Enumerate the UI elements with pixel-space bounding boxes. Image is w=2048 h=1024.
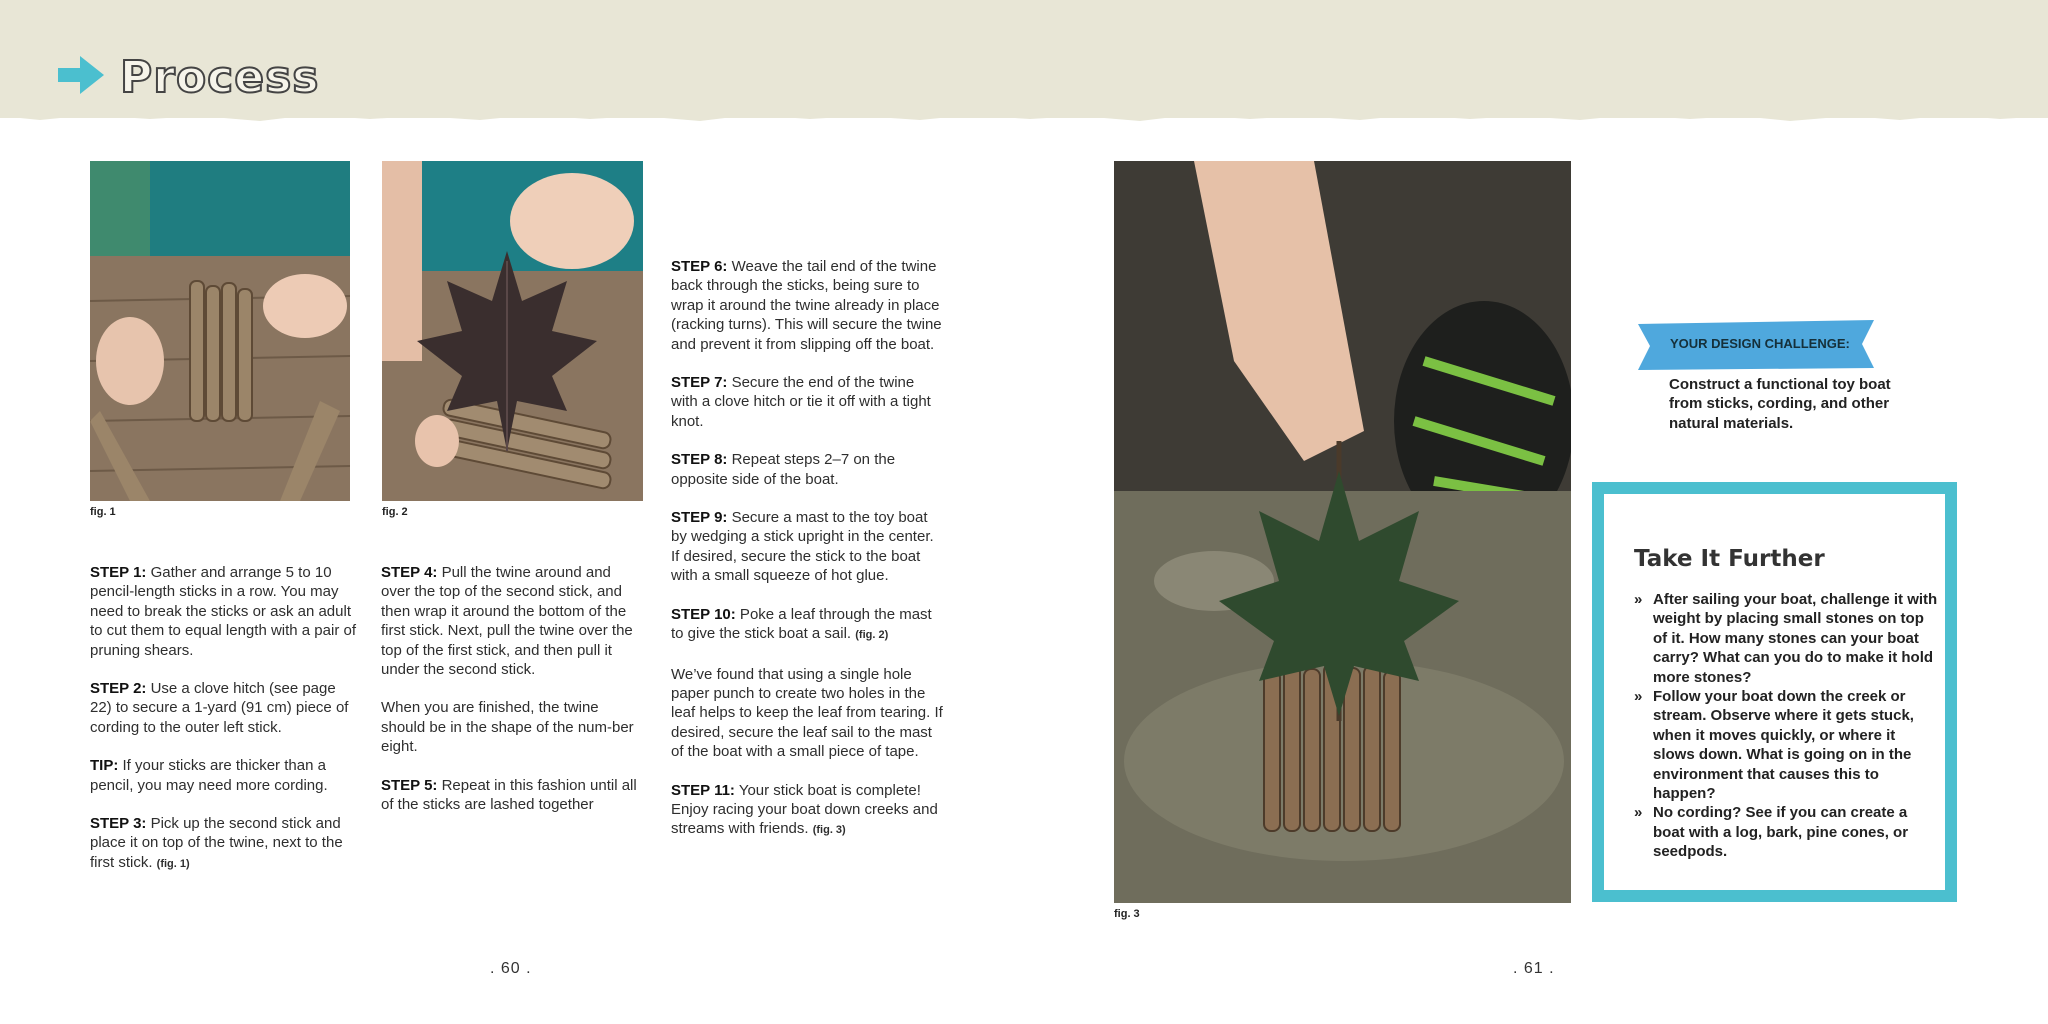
caption-fig-3: fig. 3 — [1114, 908, 1140, 920]
step-2: STEP 2: Use a clove hitch (see page 22) to secure a 1-yard (91 cm) piece of cording to the outer left stick. — [90, 680, 349, 736]
bullet-icon: » — [1634, 688, 1643, 706]
list-item: » Follow your boat down the creek or stream. Observe where it gets stuck, when it moves quickly, or where it slows down. What is going on in the environment that causes this to happen? — [1634, 688, 1914, 803]
step-1: STEP 1: Gather and arrange 5 to 10 pencil-length sticks in a row. You may need to break the sticks or ask an adult to cut them to equal length with a pair of pruning shears. — [90, 564, 356, 659]
caption-fig-1: fig. 1 — [90, 506, 116, 518]
page-title: Process — [120, 52, 320, 103]
text-column-2 — [381, 563, 643, 833]
photo-fig-2 — [382, 161, 643, 501]
step-10: STEP 10: Poke a leaf through the mast to give the stick boat a sail. (fig. 2) — [671, 605, 932, 643]
hole-punch-note: We’ve found that using a single hole paper punch to create two holes in the leaf helps to keep the leaf from tearing. If desired, secure the leaf sail to the mast of the boat with a small piece of tape. — [671, 665, 943, 761]
step-7: STEP 7: Secure the end of the twine with a clove hitch or tie it off with a tight knot. — [671, 374, 931, 430]
step-4: STEP 4: Pull the twine around and over the top of the second stick, and then wrap it around the bottom of the first stick. Next, pull the twine over the top of the first stick, and then pull it under the second stick. — [381, 564, 633, 679]
step-3: STEP 3: Pick up the second stick and place it on top of the twine, next to the first stick. (fig. 1) — [90, 815, 343, 871]
bullet-icon: » — [1634, 804, 1643, 822]
design-challenge-label: YOUR DESIGN CHALLENGE: — [1670, 336, 1850, 351]
take-it-further-list — [1634, 590, 1939, 862]
bullet-icon: » — [1634, 591, 1643, 608]
step-8: STEP 8: Repeat steps 2–7 on the opposite side of the boat. — [671, 451, 896, 488]
step-5: STEP 5: Repeat in this fashion until all of the sticks are lashed together — [381, 776, 637, 814]
photo-fig-1 — [90, 161, 350, 501]
take-it-further-title: Take It Further — [1634, 546, 1825, 572]
page-number-left: . 60 . — [490, 960, 532, 977]
page-number-right: . 61 . — [1513, 960, 1555, 977]
step-9: STEP 9: Secure a mast to the toy boat by wedging a stick upright in the center. If desired, secure the stick to the boat with a small squeeze of hot glue. — [671, 509, 934, 585]
tip: TIP: If your sticks are thicker than a pencil, you may need more cording. — [90, 757, 328, 794]
text-column-3 — [671, 257, 943, 860]
take-it-further-inner — [1604, 494, 1945, 890]
design-challenge-text: Construct a functional toy boat from sticks, cording, and other natural materials. — [1669, 376, 1891, 432]
caption-fig-2: fig. 2 — [382, 506, 408, 518]
photo-fig-3 — [1114, 161, 1571, 903]
text-column-1 — [90, 563, 358, 893]
take-it-further-box — [1592, 482, 1957, 902]
torn-edge — [0, 110, 2048, 126]
step-11: STEP 11: Your stick boat is complete! Enjoy racing your boat down creeks and streams with friends. (fig. 3) — [671, 781, 938, 838]
arrow-right-icon — [58, 54, 104, 96]
finished-note: When you are finished, the twine should be in the shape of the num-ber eight. — [381, 699, 634, 756]
list-item: » After sailing your boat, challenge it with weight by placing small stones on top of it. How many stones can your boat carry? What can you do to make it hold more stones? — [1634, 591, 1938, 686]
step-6: STEP 6: Weave the tail end of the twine back through the sticks, being sure to wrap it around the twine already in place (racking turns). This will secure the twine and prevent it from slipping off the boat. — [671, 258, 942, 353]
list-item: » No cording? See if you can create a boat with a log, bark, pine cones, or seedpods. — [1634, 804, 1909, 861]
